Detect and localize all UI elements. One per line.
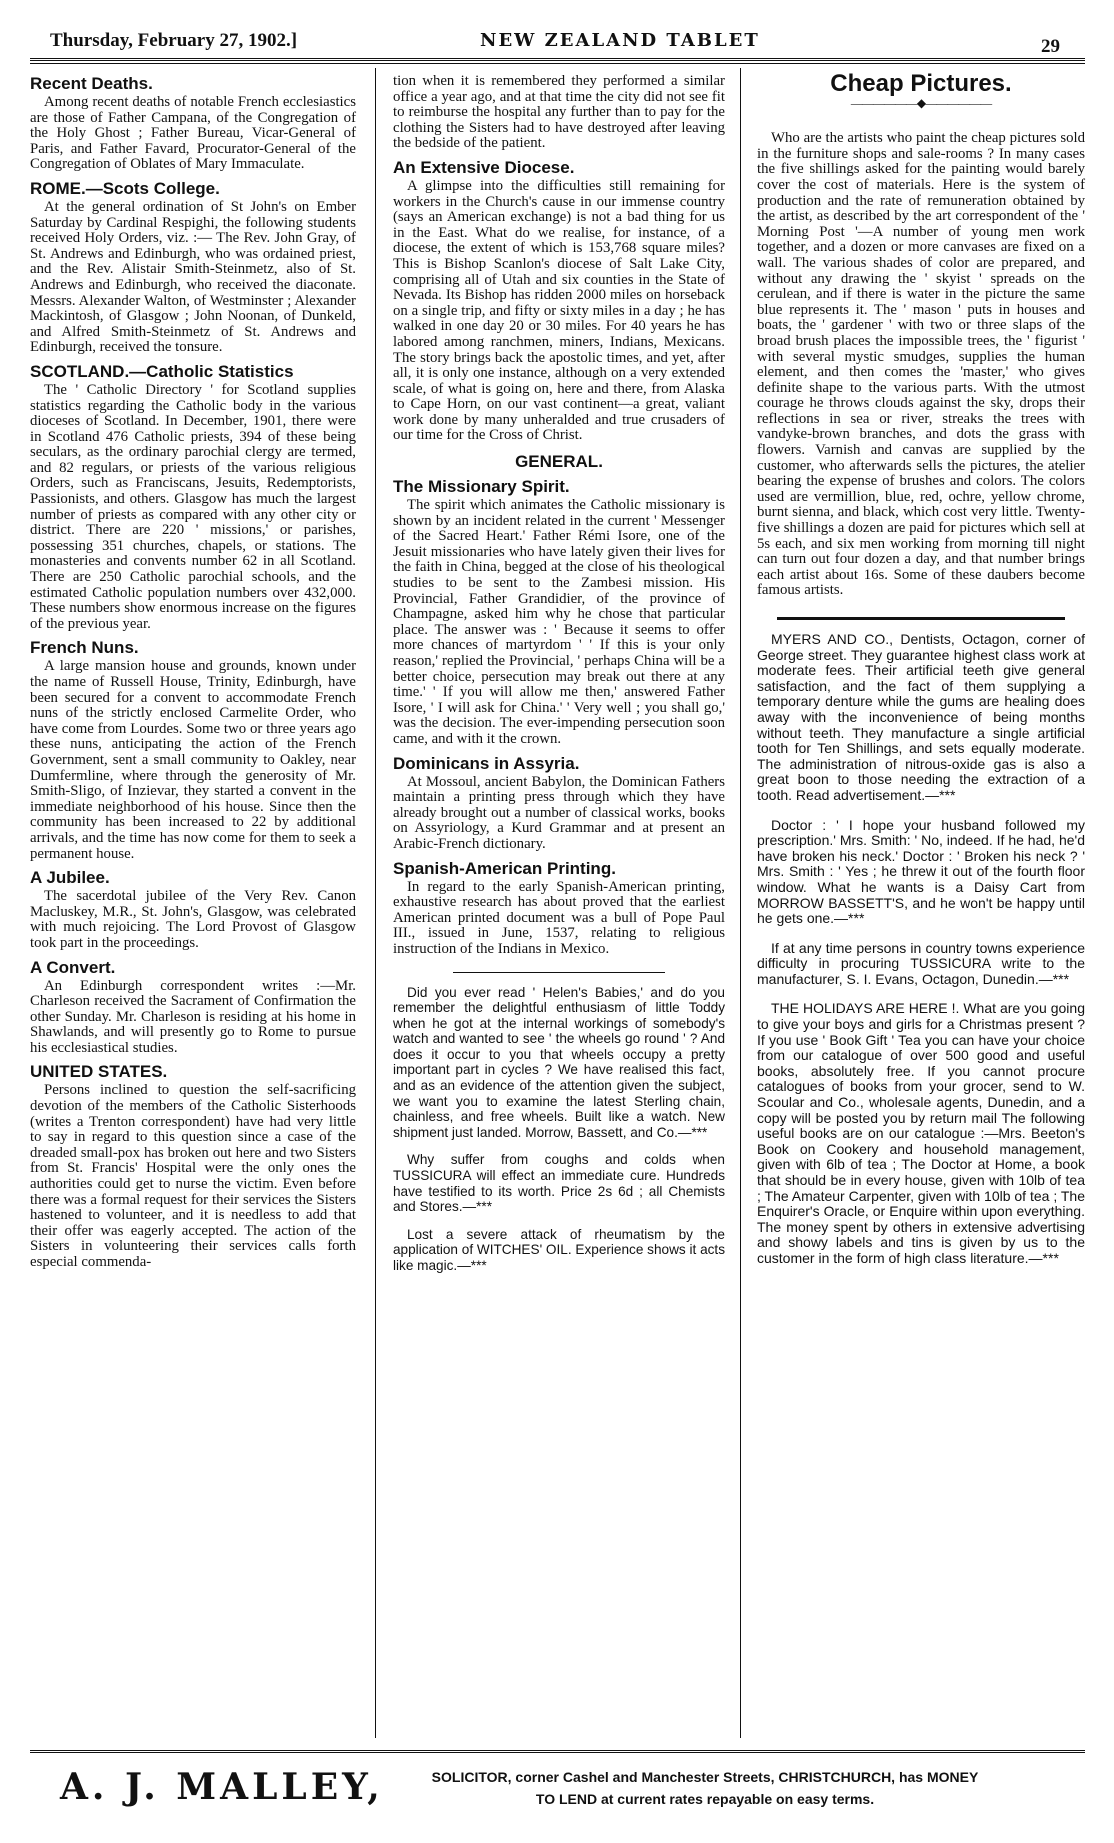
heading-scotland: SCOTLAND.—Catholic Statistics <box>30 361 294 381</box>
heading-united-states: UNITED STATES. <box>30 1062 168 1082</box>
heading-jubilee: A Jubilee. <box>30 868 110 888</box>
article-jubilee: The sacerdotal jubilee of the Very Rev. Canon Macluskey, M.R., St. John's, Glasgow, was celebrated with much rejoicing. The Lord Provost of Glasgow took part in the proceedings. <box>30 888 356 951</box>
footer-advertisement <box>60 1762 1070 1822</box>
ad-myers-dentists: MYERS AND CO., Dentists, Octagon, corner of George street. They guarantee highest class work at moderate fees. Their artificial teeth give general satisfaction, and the fact of them supplying a temporary denture while the gums are healing does away with the inconvenience of being months without teeth. They manufacture a single artificial tooth for Ten Shillings, and sets equally moderate. The administration of nitrous-oxide gas is also a great boon to those needing the extraction of a tooth. Read advertisement.—*** <box>757 631 1085 803</box>
column-divider-2 <box>740 68 741 1738</box>
article-spanish-american: In regard to the early Spanish-American printing, exhaustive research has about proved that the earliest American printed document was a bull of Pope Paul III., issued in June, 1537, relating to religious instruction of the Indians in Mexico. <box>393 878 725 957</box>
article-convert: An Edinburgh correspondent writes :—Mr. Charleson received the Sacrament of Confirmation the other Sunday. Mr. Charleson is residing at his home in Shawlands, and will presently go to Rome to pursue his ecclesiastical studies. <box>30 977 356 1056</box>
column-2 <box>393 74 725 1274</box>
note-tussicura-coughs: Why suffer from coughs and colds when TUSSICURA will effect an immediate cure. Hundreds have testified to its worth. Price 2s 6d ; all Chemists and Stores.—*** <box>393 1152 725 1215</box>
header-rule <box>30 58 1085 64</box>
article-scotland: The ' Catholic Directory ' for Scotland supplies statistics regarding the Catholic body in the various dioceses of Scotland. In December, 1901, there were in Scotland 476 Catholic priests, 394 of these being seculars, as the ordinary parochial clergy are termed, and 82 regulars, or priests of the various religious Orders, such as Franciscans, Jesuits, Redemptorists, Passionists, and others. Glasgow has much the largest number of priests as compared with any other city or district. There are 220 ' missions,' or parishes, possessing 351 churches, chapels, or stations. The monasteries and convents number 62 in all Scotland. There are 250 Catholic parochial schools, and the estimated Catholic population numbers over 432,000. These numbers show enormous increase on the figures of the previous year. <box>30 381 356 632</box>
article-dominicans: At Mossoul, ancient Babylon, the Dominican Fathers maintain a printing press through which they have already brought out a number of classical works, books on Assyriology, a Kurd Grammar and at present an Arabic-French dictionary. <box>393 773 725 852</box>
heading-recent-deaths: Recent Deaths. <box>30 74 153 93</box>
issue-date: Thursday, February 27, 1902.] <box>50 30 298 51</box>
heading-spanish-american: Spanish-American Printing. <box>393 858 616 878</box>
footer-line-2: TO LEND at current rates repayable on easy terms. <box>535 1791 875 1807</box>
ad-holidays-book-gift: THE HOLIDAYS ARE HERE !. What are you going to give your boys and girls for a Christmas present ? If you use ' Book Gift ' Tea you can have your choice from our catalogue of over 500 good and useful books, absolutely free. If you cannot procure catalogues of books from your grocer, send to W. Scoular and Co., wholesale agents, Dunedin, and a copy will be posted you by return mail The following useful books are on our catalogue :—Mrs. Beeton's Book on Cookery and household management, given with 6lb of tea ; The Doctor at Home, a book that should be in every house, given with 10lb of tea ; The Amateur Carpenter, given with 10lb of tea ; The Enquirer's Oracle, or Enquire within upon everything. The money spent by others in extensive advertising and showy labels and tins is given by us to the customer in the form of high class literature.—*** <box>757 1000 1085 1266</box>
note-witches-oil: Lost a severe attack of rheumatism by the application of WITCHES' OIL. Experience shows it acts like magic.—*** <box>393 1226 725 1273</box>
heading-general: GENERAL. <box>515 452 603 472</box>
article-continued: tion when it is remembered they performed a similar office a year ago, and at that time the city did not see fit to reimburse the hospital any further than to pay for the clothing the Sisters had to have destroyed after leaving the bedside of the patient. <box>393 73 725 152</box>
ad-daisy-cart: Doctor : ' I hope your husband followed my prescription.' Mrs. Smith: ' No, indeed. If he had, he'd have broken his neck.' Doctor : ' Broken his neck ? ' Mrs. Smith : ' Yes ; he threw it out of the fourth floor window. What he wants is a Daisy Cart from MORROW BASSETT'S, and he won't be happy until he gets one.—*** <box>757 816 1085 927</box>
column-1 <box>30 74 356 1271</box>
newspaper-title: NEW ZEALAND TABLET <box>480 30 760 51</box>
heading-rome: ROME.—Scots College. <box>30 178 220 198</box>
separator-rule <box>453 972 665 973</box>
article-recent-deaths: Among recent deaths of notable French ecclesiastics are those of Father Campana, of the Congregation of the Holy Ghost ; Father Bureau, Vicar-General of Paris, and Father Favard, Procurator-General of the Congregation of Oblates of Mary Immaculate. <box>30 94 356 173</box>
note-helens-babies: Did you ever read ' Helen's Babies,' and do you remember the delightful enthusiasm of little Toddy when he got at the internal workings of somebody's watch and wanted to see ' the wheels go round ' ? And does it occur to you that wheels occupy a pretty important part in cycles ? We have realised this fact, and as an evidence of the attention given the subject, we want you to examine the latest Sterling chain, chainless, and free wheels. Built like a watch. New shipment just landed. Morrow, Bassett, and Co.—*** <box>393 984 725 1140</box>
article-cheap-pictures: Who are the artists who paint the cheap pictures sold in the furniture shops and sale-rooms ? In many cases the five shillings asked for the painting would barely cover the cost of materials. Here is the system of production and the rate of remuneration obtained by the artist, as described by the art correspondent of the ' Morning Post '—A number of young men work together, and a dozen or more canvases are fixed on a wall. The various shades of color are prepared, and without any drawing the ' skyist ' spreads on the cerulean, and if there is water in the picture the same blue represents it. The ' mason ' puts in houses and boats, the ' gardener ' with two or three slaps of the broad brush places the impossible trees, the ' figurist ' with several mystic smudges, supplies the human element, and then comes the 'master,' who gives definite shape to the various parts. With the utmost courage he throws clouds against the sky, drops their reflections in sea or river, streaks the trees with vandyke-brown branches, and dots the grass with flowers. Varnish and canvas are supplied by the customer, who afterwards sells the pictures, the atelier bearing the expense of brushes and colors. The colors used are vermillion, blue, red, ochre, yellow chrome, burnt sienna, and black, which cost very little. Twenty-five shillings a dozen are paid for pictures which sell at 5s each, and six men working from morning till night can turn out four dozen a day, and that number brings each artist about 16s. Some of these daubers become famous artists. <box>757 130 1085 599</box>
article-united-states: Persons inclined to question the self-sacrificing devotion of the members of the Catholic Sisterhoods (writes a Trenton correspondent) have had very little to say in regard to this question since a case of the dreaded small-pox has broken out here and two Sisters from St. Francis' Hospital were the only ones the authorities could get to nurse the victim. Even before there was a formal request for their services the Sisters hastened to volunteer, and it is needless to add that their offer was eagerly accepted. The action of the Sisters in volunteering their services calls forth especial commenda- <box>30 1082 356 1270</box>
column-3 <box>757 70 1085 1281</box>
ad-tussicura: If at any time persons in country towns experience difficulty in procuring TUSSICURA write to the manufacturer, S. I. Evans, Octagon, Dunedin.—*** <box>757 939 1085 987</box>
article-french-nuns: A large mansion house and grounds, known under the name of Russell House, Trinity, Edinburgh, have been secured for a convent to accommodate French nuns of the strictly enclosed Carmelite Order, who have come from Lourdes. Some two or three years ago these nuns, anticipating the action of the French Government, sent a small community to Oakley, near Dumfermline, where through the generosity of Mr. Smith-Sligo, of Inzievar, they started a convent in the immediate neighborhood of his house. Since then the community has been increased to 22 by additional arrivals, and the time has now come for them to seek a permanent house. <box>30 658 356 862</box>
article-extensive-diocese: A glimpse into the difficulties still remaining for workers in the Church's cause in our immense country (says an American exchange) is not a bad thing for us in the East. What do we realise, for instance, of a diocese, the extent of which is 153,768 square miles? This is Bishop Scanlon's diocese of Salt Lake City, comprising all of Utah and six counties in the State of Nevada. Its Bishop has ridden 2000 miles on horseback on a single trip, and fifty or sixty miles in a day ; he has walked in one day 20 or 30 miles. For 40 years he has labored among ranchmen, miners, Indians, Mexicans. The story brings back the apostolic times, and yet, after all, it is only one instance, although on a very extended scale, of what is going on, here and there, from Alaska to Cape Horn, on our vast continent—a great, valiant work done by many unheralded and true crusaders of our time for the Cross of Christ. <box>393 177 725 444</box>
article-rome: At the general ordination of St John's on Ember Saturday by Cardinal Respighi, the following students received Holy Orders, viz. :— The Rev. John Gray, of St. Andrews and Edinburgh, who was ordained priest, and the Rev. Alistair Smith-Steinmetz, also of St. Andrews and Edinburgh, who received the diaconate. Messrs. Alexander Walton, of Westminster ; Alexander Mackintosh, of Glasgow ; John Noonan, of Dunkeld, and Alfred Smith-Steinmetz of St. Andrews and Edinburgh, received the tonsure. <box>30 198 356 356</box>
heading-dominicans: Dominicans in Assyria. <box>393 753 580 773</box>
heading-french-nuns: French Nuns. <box>30 638 139 658</box>
footer-name: A. J. MALLEY, <box>60 1766 384 1808</box>
article-missionary-spirit: The spirit which animates the Catholic missionary is shown by an incident related in the current ' Messenger of the Sacred Heart.' Father Rémi Isore, one of the Jesuit missionaries who have lately given their lives for the faith in China, begged at the close of his theological studies to be sent to the Zambesi mission. His Provincial, Father Grandidier, of the province of Champagne, asked him why he chose that particular place. The answer was : ' Because it seems to offer more chances of martyrdom ' ' If this is your only reason,' replied the Provincial, ' perhaps China will be a better choice, persecution may break out there at any time.' ' If you will allow me then,' answered Father Isore, ' I will ask for China.' ' Very well ; you shall go,' was the decision. The ever-impending persecution soon came, and with it the crown. <box>393 497 725 747</box>
page-header <box>50 30 1060 58</box>
footer-line-1: SOLICITOR, corner Cashel and Manchester Streets, CHRISTCHURCH, has MONEY <box>431 1769 979 1785</box>
footer-text <box>380 1766 1030 1810</box>
ornament-divider: ——————◆—————— <box>850 95 992 110</box>
heading-extensive-diocese: An Extensive Diocese. <box>393 157 575 177</box>
separator-thick-rule <box>777 617 1065 620</box>
page-number: 29 <box>1041 36 1060 57</box>
footer-rule <box>30 1750 1085 1755</box>
heading-missionary-spirit: The Missionary Spirit. <box>393 477 570 497</box>
heading-cheap-pictures: Cheap Pictures. <box>830 70 1012 97</box>
heading-convert: A Convert. <box>30 957 116 977</box>
column-divider-1 <box>375 68 376 1738</box>
